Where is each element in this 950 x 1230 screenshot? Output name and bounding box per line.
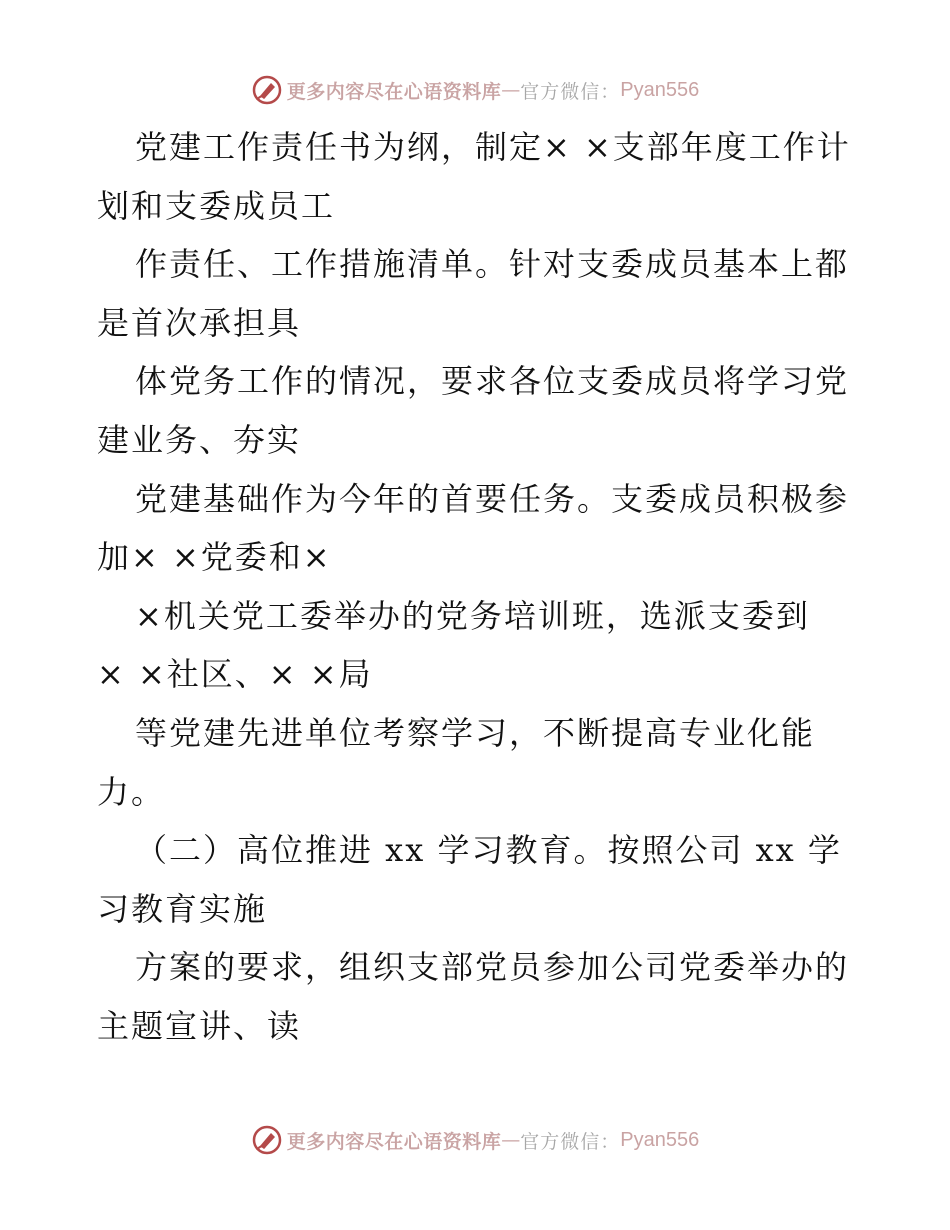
banner-main-text: 更多内容尽在心语资料库 xyxy=(286,80,502,103)
brand-logo-icon xyxy=(251,1124,283,1156)
text-line: × ×社区、× ×局 xyxy=(97,655,373,694)
banner-wechat-label: 官方微信： xyxy=(520,80,621,103)
header-banner xyxy=(0,70,950,110)
text-line: 划和支委成员工 xyxy=(97,186,336,225)
text-line: 方案的要求，组织支部党员参加公司党委举办的 xyxy=(135,948,850,987)
banner-wechat-id: Pyan556 xyxy=(620,1128,700,1151)
text-line: 是首次承担具 xyxy=(97,303,302,342)
footer-banner xyxy=(0,1120,950,1160)
text-line: 党建基础作为今年的首要任务。支委成员积极参 xyxy=(135,479,850,518)
text-line: 等党建先进单位考察学习，不断提高专业化能 xyxy=(135,713,816,752)
document-body xyxy=(97,118,857,1056)
text-line: 加× ×党委和× xyxy=(97,538,332,577)
banner-main-text: 更多内容尽在心语资料库 xyxy=(286,1130,502,1153)
banner-wechat-id: Pyan556 xyxy=(620,78,700,101)
text-line: 主题宣讲、读 xyxy=(97,1006,302,1045)
banner-wechat-label: 官方微信： xyxy=(520,1130,621,1153)
text-line: ×机关党工委举办的党务培训班，选派支委到 xyxy=(135,596,810,635)
banner-separator: — xyxy=(501,79,521,101)
text-line: （二）高位推进 xx 学习教育。按照公司 xx 学 xyxy=(135,831,842,870)
text-line: 力。 xyxy=(97,772,166,811)
text-line: 建业务、夯实 xyxy=(97,420,302,459)
banner-separator: — xyxy=(501,1129,521,1151)
text-line: 习教育实施 xyxy=(97,889,268,928)
text-line: 党建工作责任书为纲，制定× ×支部年度工作计 xyxy=(135,128,851,166)
text-line: 作责任、工作措施清单。针对支委成员基本上都 xyxy=(135,245,850,284)
text-line: 体党务工作的情况，要求各位支委成员将学习党 xyxy=(135,362,850,401)
brand-logo-icon xyxy=(251,74,283,106)
